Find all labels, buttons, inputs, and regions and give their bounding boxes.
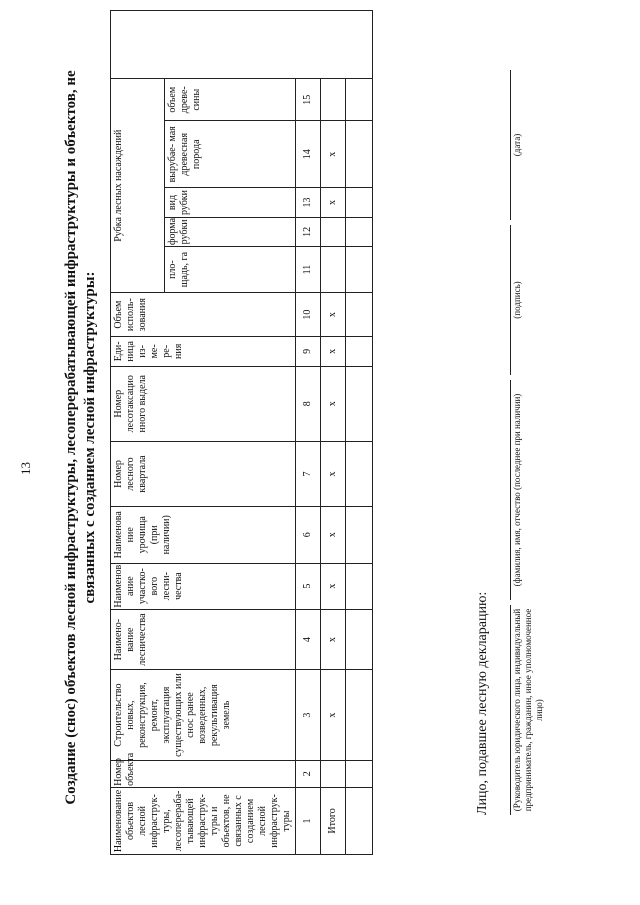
- name-caption: (Руководитель юридического лица, индивидуальный предприниматель, гражданин, иное уполномоченное лицо): [512, 608, 544, 812]
- number-row: [296, 11, 321, 855]
- total-cell: х: [321, 188, 346, 217]
- declarant-heading: Лицо, подавшее лесную декларацию:: [475, 591, 490, 815]
- title-line-1: Создание (снос) объектов лесной инфраструктуры, лесоперерабатывающей инфраструктуры и объектов, не: [63, 70, 79, 805]
- total-label: Итого: [321, 787, 346, 854]
- header-felling-form: форма рубки: [165, 217, 296, 246]
- header-object-name: Наименование объектов лесной инфраструк- туры, лесоперераба- тывающей инфраструк- туры и объектов, не связанных с созданием лесной инфраструк- туры: [111, 787, 296, 854]
- header-tract: Наименова ние урочища (при наличии): [111, 506, 296, 563]
- fio-caption: (фамилия, имя, отчество (последнее при наличии): [512, 393, 522, 587]
- header-felling-type: вид рубки: [165, 188, 296, 217]
- col-number: 4: [296, 609, 321, 670]
- header-object-number: Номер объекта: [111, 760, 296, 787]
- header-felling-group: Рубка лесных насаждений: [111, 79, 165, 293]
- header-area: пло- щадь, га: [165, 247, 296, 293]
- total-row: [321, 11, 346, 855]
- col-number: 15: [296, 79, 321, 121]
- header-species: вырубае- мая древесная порода: [165, 121, 296, 188]
- header-wood-volume: объем древе- сины: [165, 79, 296, 121]
- right-margin-cell: [111, 11, 373, 79]
- total-cell: х: [321, 670, 346, 760]
- header-construction: Строительство новых, реконструкция, ремонт, эксплуатация существующих или снос ранее возведенных, рекультивация земель: [111, 670, 296, 760]
- total-cell: х: [321, 366, 346, 441]
- signature-line: [510, 225, 511, 375]
- col-number: 14: [296, 121, 321, 188]
- header-district-forestry: Наименов ание участко- вого лесни- чества: [111, 563, 296, 609]
- date-caption: (дата): [512, 133, 522, 157]
- total-cell: х: [321, 337, 346, 366]
- empty-row: [346, 11, 373, 855]
- document-title: [62, 20, 100, 855]
- header-unit: Еди- ница из- ме- ре- ния: [111, 337, 296, 366]
- total-cell: х: [321, 563, 346, 609]
- total-cell: х: [321, 506, 346, 563]
- col-number: 3: [296, 670, 321, 760]
- col-number: 9: [296, 337, 321, 366]
- col-number: 7: [296, 441, 321, 506]
- col-number: 13: [296, 188, 321, 217]
- fio-line: [510, 380, 511, 600]
- header-volume-used: Объем исполь- зования: [111, 293, 296, 337]
- col-number: 5: [296, 563, 321, 609]
- col-number: 6: [296, 506, 321, 563]
- infrastructure-table: [110, 10, 373, 855]
- total-cell: х: [321, 121, 346, 188]
- col-number: 11: [296, 247, 321, 293]
- header-forestry: Наимено- вание лесничества: [111, 609, 296, 670]
- signature-caption: (подпись): [512, 281, 522, 319]
- total-cell: [321, 760, 346, 787]
- col-number: 2: [296, 760, 321, 787]
- col-number: 8: [296, 366, 321, 441]
- col-number: 10: [296, 293, 321, 337]
- date-line: [510, 70, 511, 220]
- total-cell: х: [321, 609, 346, 670]
- page-number: 13: [18, 462, 33, 475]
- total-cell: [321, 79, 346, 121]
- header-allotment: Номер лесотаксацио нного выдела: [111, 366, 296, 441]
- total-cell: [321, 217, 346, 246]
- header-row-1: [111, 11, 165, 855]
- name-line: [510, 605, 511, 815]
- total-cell: [321, 247, 346, 293]
- col-number: 12: [296, 217, 321, 246]
- total-cell: х: [321, 293, 346, 337]
- col-number: 1: [296, 787, 321, 854]
- header-quarter: Номер лесного квартала: [111, 441, 296, 506]
- total-cell: х: [321, 441, 346, 506]
- title-line-2: связанных с созданием лесной инфраструктуры:: [82, 271, 98, 604]
